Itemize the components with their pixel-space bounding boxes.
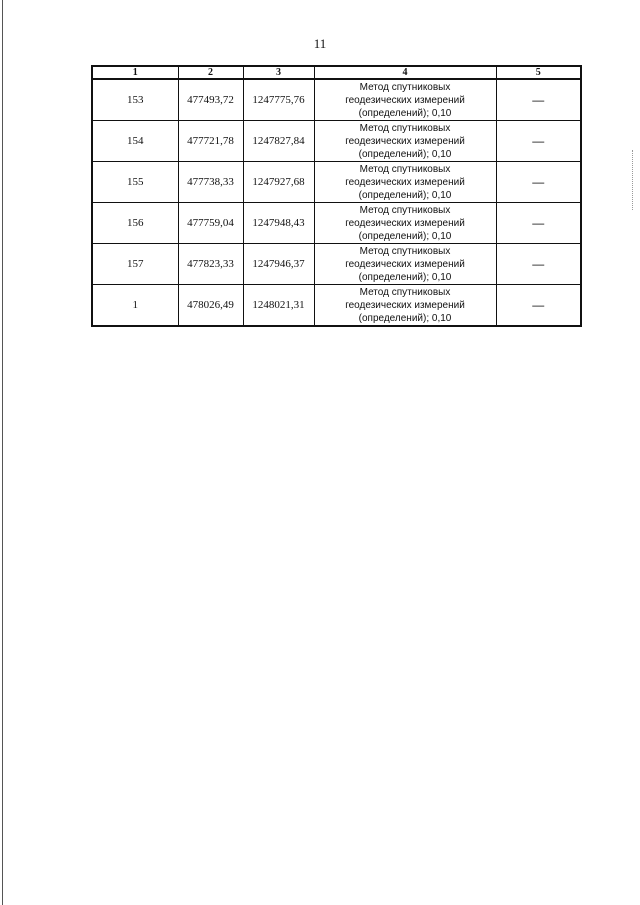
- method-line: Метод спутниковых: [359, 286, 451, 298]
- method-line: геодезических измерений: [345, 217, 465, 229]
- method-description: [314, 121, 496, 162]
- table-row: [92, 244, 581, 285]
- note-dash: —: [496, 121, 581, 162]
- method-line: геодезических измерений: [345, 135, 465, 147]
- point-number: 156: [92, 203, 178, 244]
- column-header-1: 1: [92, 66, 178, 79]
- page-edge-line: [2, 0, 3, 905]
- point-number: 154: [92, 121, 178, 162]
- coordinate-y: 1248021,31: [243, 285, 314, 327]
- coordinate-y: 1247946,37: [243, 244, 314, 285]
- method-line: (определений); 0,10: [358, 148, 452, 160]
- coordinate-x: 477493,72: [178, 79, 243, 121]
- coordinate-y: 1247827,84: [243, 121, 314, 162]
- method-line: Метод спутниковых: [359, 122, 451, 134]
- page-number: 11: [313, 36, 327, 51]
- table-row: [92, 162, 581, 203]
- table-row: [92, 121, 581, 162]
- point-number: 155: [92, 162, 178, 203]
- method-line: геодезических измерений: [345, 299, 465, 311]
- point-number: 1: [92, 285, 178, 327]
- point-number: 157: [92, 244, 178, 285]
- coordinate-x: 477738,33: [178, 162, 243, 203]
- method-line: (определений); 0,10: [358, 189, 452, 201]
- note-dash: —: [496, 244, 581, 285]
- coordinate-x: 477721,78: [178, 121, 243, 162]
- method-line: (определений); 0,10: [358, 271, 452, 283]
- table-header-row: [92, 66, 581, 79]
- method-line: Метод спутниковых: [359, 81, 451, 93]
- column-header-3: 3: [243, 66, 314, 79]
- note-dash: —: [496, 203, 581, 244]
- table-row: [92, 79, 581, 121]
- coordinate-x: 478026,49: [178, 285, 243, 327]
- method-line: геодезических измерений: [345, 94, 465, 106]
- point-number: 153: [92, 79, 178, 121]
- method-line: геодезических измерений: [345, 176, 465, 188]
- method-line: Метод спутниковых: [359, 204, 451, 216]
- note-dash: —: [496, 79, 581, 121]
- method-line: (определений); 0,10: [358, 230, 452, 242]
- coordinate-x: 477823,33: [178, 244, 243, 285]
- method-description: [314, 244, 496, 285]
- coordinate-y: 1247775,76: [243, 79, 314, 121]
- table-row: [92, 285, 581, 327]
- method-description: [314, 203, 496, 244]
- coordinate-y: 1247948,43: [243, 203, 314, 244]
- column-header-2: 2: [178, 66, 243, 79]
- method-line: (определений); 0,10: [358, 107, 452, 119]
- method-description: [314, 79, 496, 121]
- method-line: геодезических измерений: [345, 258, 465, 270]
- column-header-5: 5: [496, 66, 581, 79]
- coordinate-y: 1247927,68: [243, 162, 314, 203]
- coordinates-table: [91, 65, 582, 327]
- note-dash: —: [496, 285, 581, 327]
- method-line: Метод спутниковых: [359, 245, 451, 257]
- note-dash: —: [496, 162, 581, 203]
- column-header-4: 4: [314, 66, 496, 79]
- method-description: [314, 162, 496, 203]
- scan-artifact: [632, 150, 634, 210]
- coordinate-x: 477759,04: [178, 203, 243, 244]
- method-line: (определений); 0,10: [358, 312, 452, 324]
- method-line: Метод спутниковых: [359, 163, 451, 175]
- table-row: [92, 203, 581, 244]
- method-description: [314, 285, 496, 327]
